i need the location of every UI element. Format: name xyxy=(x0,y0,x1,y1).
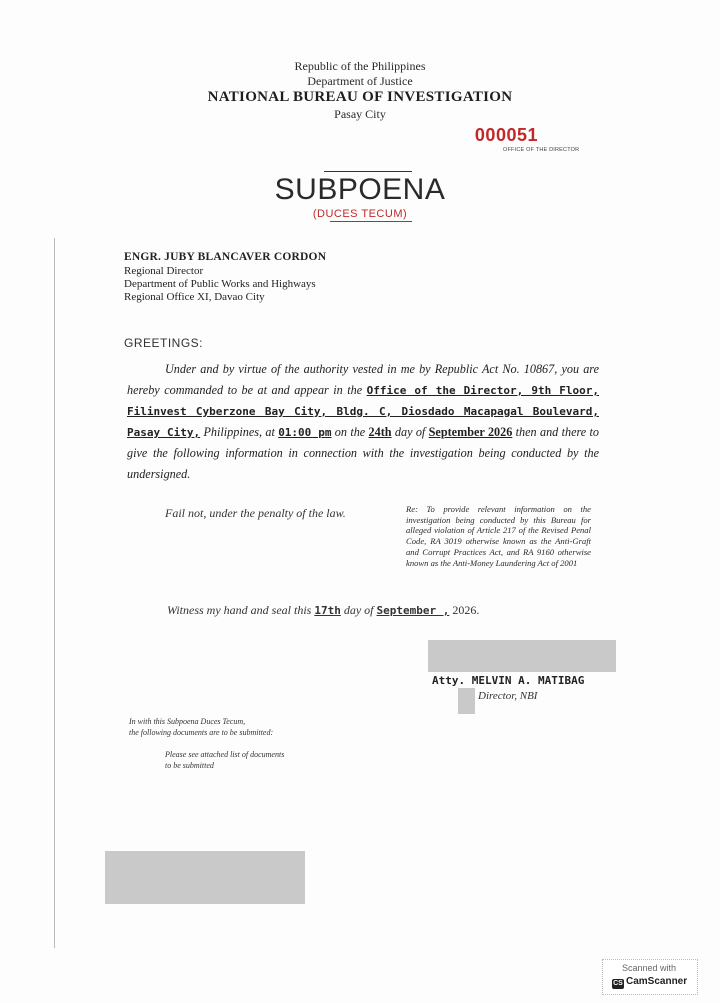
title-rule xyxy=(324,171,412,172)
page-edge-line xyxy=(54,238,55,948)
body-text-3: on the xyxy=(331,425,369,439)
signatory-name: Atty. MELVIN A. MATIBAG xyxy=(432,674,585,687)
body-text-1: Under and by virtue of the authority vested in me by Republic Act No. 10867, you are hereby commanded to be at and appear in the xyxy=(127,362,599,397)
control-number: 000051 xyxy=(474,125,538,145)
witness-month: September , xyxy=(376,604,450,617)
header-department: Department of Justice xyxy=(307,74,413,88)
watermark-brand: CS CamScanner xyxy=(613,976,688,987)
subpoena-body xyxy=(127,359,599,485)
re-note: Re: To provide relevant information on the investigation being conducted by this Bureau for alleged violation of Article 217 of the Revised Penal Code, RA 3019 otherwise known as the Anti-Graft and Corrupt Practices Act, and RA 9160 otherwise known as the Anti-Money Laundering Act of 2001 xyxy=(406,504,591,568)
control-label: OFFICE OF THE DIRECTOR xyxy=(503,147,580,153)
addressee-position: Regional Director xyxy=(124,265,204,277)
document-title: SUBPOENA xyxy=(274,173,446,206)
header-agency: NATIONAL BUREAU OF INVESTIGATION xyxy=(207,89,513,105)
signature-redaction xyxy=(428,640,616,672)
addressee-office: Regional Office XI, Davao City xyxy=(124,291,265,303)
appearance-time: 01:00 pm xyxy=(278,426,332,439)
initial-redaction xyxy=(458,688,475,714)
body-text-5: then and there to give the following information in connection with the investigation being conducted by the undersigned. xyxy=(127,425,599,481)
witness-day: 17th xyxy=(314,604,341,617)
body-text-4: day of xyxy=(391,425,429,439)
camscanner-logo-icon: CS xyxy=(613,980,623,987)
body-text-2: Philippines, at xyxy=(200,425,279,439)
header-republic: Republic of the Philippines xyxy=(294,59,426,73)
document-subtitle: (DUCES TECUM) xyxy=(312,208,408,220)
appearance-day: 24th xyxy=(368,425,392,439)
appearance-office: Office of the Director, 9th Floor, Filinvest Cyberzone Bay City, Bldg. C, Diosdado Macapagal Boulevard, Pasay City, xyxy=(127,384,599,439)
header-city: Pasay City xyxy=(334,107,386,121)
greeting: GREETINGS: xyxy=(124,336,204,350)
bottom-redaction xyxy=(105,851,305,904)
subtitle-underline xyxy=(330,221,412,222)
fail-not-clause: Fail not, under the penalty of the law. xyxy=(165,506,346,520)
witness-line: Witness my hand and seal this 17th day of September , 2026. xyxy=(167,603,480,617)
watermark-text: Scanned with xyxy=(621,963,677,973)
documents-reference: Please see attached list of documents to be submitted xyxy=(165,750,285,770)
addressee-name: ENGR. JUBY BLANCAVER CORDON xyxy=(124,251,327,263)
signatory-title: Director, NBI xyxy=(478,690,538,702)
documents-note: In with this Subpoena Duces Tecum, the following documents are to be submitted: xyxy=(129,717,274,737)
addressee-department: Department of Public Works and Highways xyxy=(124,278,316,290)
appearance-month: September 2026 xyxy=(428,425,513,439)
